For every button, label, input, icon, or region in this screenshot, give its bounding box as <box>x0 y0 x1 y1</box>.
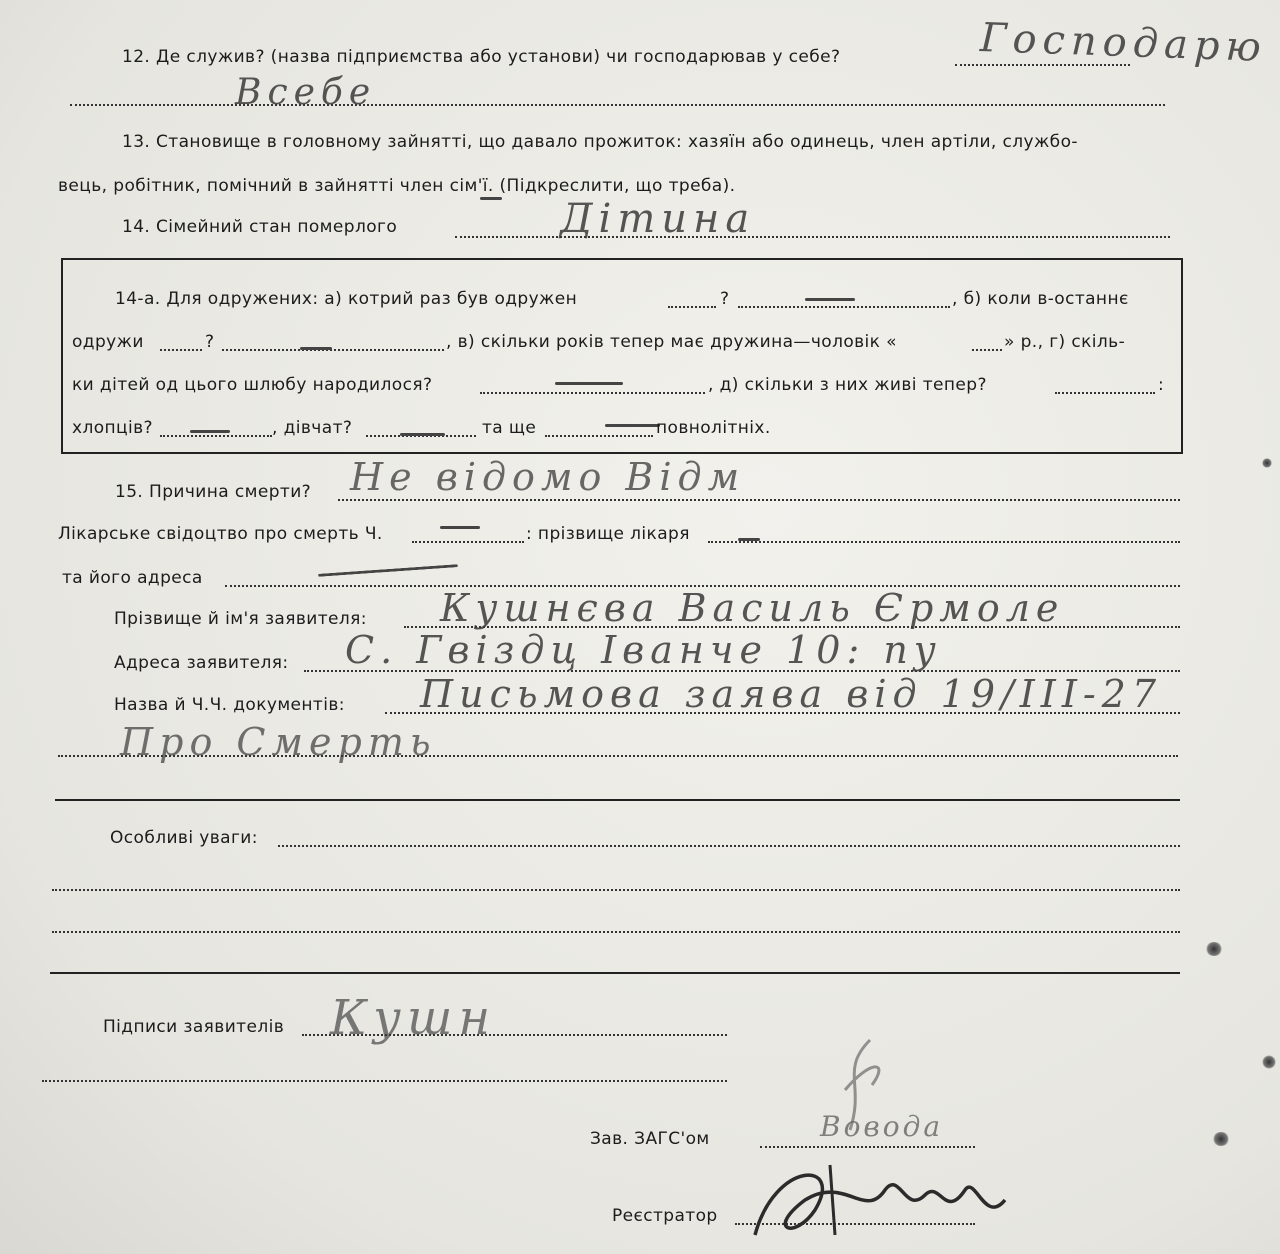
doctor-address-label: та його адреса <box>62 568 203 588</box>
q14-handwritten-answer: Дітина <box>560 196 756 242</box>
q12-handwritten-answer-1: Господарю <box>979 15 1268 71</box>
q14a-line-3a: ки дітей од цього шлюбу народилося? <box>72 375 433 395</box>
q14a-dots-10 <box>545 435 653 437</box>
q14a-dots-3 <box>160 349 202 351</box>
q14a-dash-6 <box>605 424 660 427</box>
punch-hole-1 <box>1205 942 1223 956</box>
applicant-name-handwritten: Кушнєва Василь Єрмоле <box>440 586 1065 630</box>
q13-line-1: 13. Становище в головному зайнятті, що давало прожиток: хазяїн або одинець, член артіли, службо- <box>122 132 1078 152</box>
zags-signature-flourish <box>810 1030 900 1140</box>
q14a-line-4d: повнолітніх. <box>656 418 771 438</box>
documents-handwritten: Письмова заява від 19/ІІІ-27 <box>420 672 1163 716</box>
q14a-dots-8 <box>160 435 272 437</box>
q14a-dash-1 <box>805 298 855 301</box>
certificate-dash <box>440 526 480 529</box>
q14a-line-4c: та ще <box>482 418 537 438</box>
q15-handwritten-answer: Не відомо Відм <box>350 455 746 499</box>
zags-signature: Вовода <box>820 1110 944 1143</box>
q14a-line-4a: хлопців? <box>72 418 153 438</box>
applicant-address-label: Адреса заявителя: <box>114 653 289 673</box>
punch-hole-3 <box>1262 458 1272 468</box>
q15-dotted-line <box>338 499 1180 501</box>
doctor-name-dash <box>738 538 760 541</box>
doctor-name-label: : прізвище лікаря <box>526 524 690 544</box>
section-divider-1 <box>55 799 1180 801</box>
q14a-line-2d: » р., г) скіль- <box>1004 332 1126 352</box>
applicant-name-label: Прізвище й ім'я заявителя: <box>114 609 367 629</box>
notes-line-1 <box>278 845 1180 847</box>
doctor-address-dash <box>318 564 458 577</box>
q14a-line-3b: , д) скільки з них живі тепер? <box>708 375 987 395</box>
applicant-address-handwritten: С. Гвіздц Іванче 10: пу <box>345 628 942 672</box>
q14-label: 14. Сімейний стан померлого <box>122 217 398 237</box>
q14a-line-2b: ? <box>205 332 215 352</box>
documents-label: Назва й Ч.Ч. документів: <box>114 695 345 715</box>
q13-line-2: вець, робітник, помічний в зайнятті член сім'ї. (Підкреслити, що треба). <box>58 176 736 196</box>
q14a-dots-7 <box>1055 392 1155 394</box>
notes-line-2 <box>52 889 1180 891</box>
notes-label: Особливі уваги: <box>110 828 258 848</box>
q14a-line-4b: , дівчат? <box>272 418 353 438</box>
zags-head-label: Зав. ЗАГС'ом <box>590 1129 710 1149</box>
q14a-dots-1 <box>668 306 716 308</box>
q14a-dash-4 <box>190 430 230 433</box>
q14a-dots-4 <box>222 349 444 351</box>
certificate-number-line <box>412 541 524 543</box>
applicant-signature-line-2 <box>42 1080 727 1082</box>
q14a-dash-2 <box>300 347 332 350</box>
punch-hole-4 <box>1262 1055 1276 1069</box>
registrar-signature <box>735 1140 1035 1250</box>
q14a-dots-6 <box>480 392 705 394</box>
q14a-line-1c: , б) коли в-останнє <box>952 289 1129 309</box>
q14a-line-2a: одружи <box>72 332 144 352</box>
q12-label: 12. Де служив? (назва підприємства або установи) чи господарював у себе? <box>122 47 841 67</box>
q14a-dots-2 <box>738 306 950 308</box>
notes-line-3 <box>52 931 1180 933</box>
certificate-label: Лікарське свідоцтво про смерть Ч. <box>58 524 383 544</box>
documents-handwritten-2: Про Смерть <box>120 720 437 764</box>
q14a-line-1a: 14-а. Для одружених: а) котрий раз був одружен <box>115 289 578 309</box>
q14a-line-2c: , в) скільки років тепер має дружина—чоловік « <box>446 332 897 352</box>
applicant-signature-label: Підписи заявителів <box>103 1017 285 1037</box>
punch-hole-2 <box>1212 1132 1230 1146</box>
q14a-dash-3 <box>555 382 623 385</box>
q14a-line-1b: ? <box>720 289 730 309</box>
q13-underline-mark <box>480 197 502 200</box>
doctor-name-line <box>708 541 1180 543</box>
registrar-label: Реєстратор <box>612 1206 718 1226</box>
q15-label: 15. Причина смерти? <box>115 482 312 502</box>
q14a-line-3c: : <box>1158 375 1165 395</box>
applicant-signature: Кушн <box>330 990 497 1046</box>
q14a-dash-5 <box>400 433 445 436</box>
q14a-dots-5 <box>972 349 1002 351</box>
section-divider-2 <box>50 972 1180 974</box>
q12-handwritten-answer-2: Всебе <box>235 72 377 113</box>
